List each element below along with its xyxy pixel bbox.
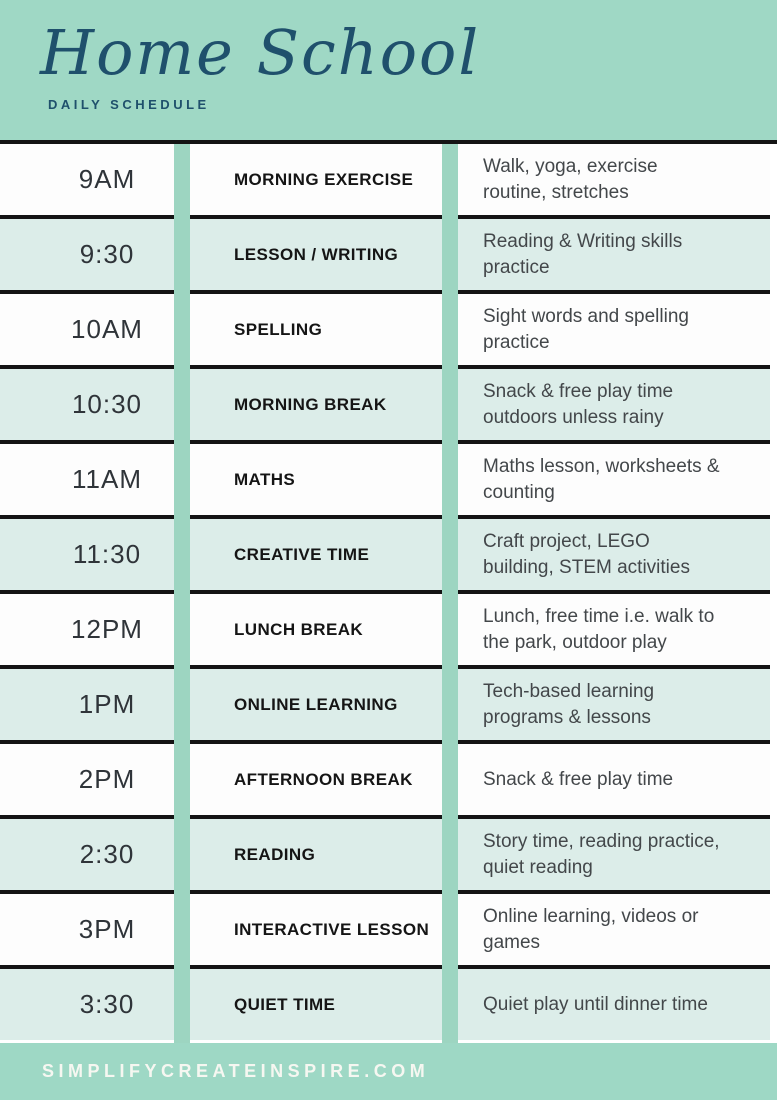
schedule-row <box>0 594 770 669</box>
activity-cell: READING <box>234 844 316 864</box>
accent-bar-left <box>174 144 190 1043</box>
description-cell: Quiet play until dinner time <box>483 993 708 1015</box>
schedule-row <box>0 819 770 894</box>
page-title: Home School <box>40 16 481 89</box>
schedule-row <box>0 669 770 744</box>
schedule-row <box>0 519 770 594</box>
time-cell: 11AM <box>72 464 142 494</box>
description-cell: Maths lesson, worksheets & counting <box>483 456 720 503</box>
time-cell: 3PM <box>78 914 136 944</box>
description-cell: Lunch, free time i.e. walk to the park, outdoor play <box>483 606 715 653</box>
time-cell: 10:30 <box>71 389 143 419</box>
footer <box>0 1043 777 1100</box>
time-cell: 11:30 <box>72 539 142 569</box>
time-cell: 10AM <box>71 314 143 344</box>
schedule-row <box>0 744 770 819</box>
activity-cell: SPELLING <box>234 319 323 339</box>
description-cell: Online learning, videos or games <box>483 906 699 953</box>
schedule-row <box>0 369 770 444</box>
schedule-row <box>0 894 770 969</box>
activity-cell: AFTERNOON BREAK <box>234 769 413 789</box>
time-cell: 12PM <box>71 614 143 644</box>
schedule-row <box>0 444 770 519</box>
schedule-table <box>0 144 777 1043</box>
website-text: SIMPLIFYCREATEINSPIRE.COM <box>42 1061 430 1081</box>
activity-cell: ONLINE LEARNING <box>234 694 398 714</box>
accent-bar-right <box>442 144 458 1043</box>
activity-cell: MORNING EXERCISE <box>234 169 414 189</box>
time-cell: 3:30 <box>79 989 135 1019</box>
activity-cell: LESSON / WRITING <box>234 244 399 264</box>
time-cell: 9AM <box>78 164 136 194</box>
time-cell: 2:30 <box>79 839 135 869</box>
description-cell: Walk, yoga, exercise routine, stretches <box>483 156 658 203</box>
time-cell: 2PM <box>78 764 136 794</box>
activity-cell: QUIET TIME <box>234 994 336 1014</box>
header <box>0 0 777 144</box>
schedule-rows-container <box>0 144 770 1040</box>
description-cell: Sight words and spelling practice <box>483 306 689 353</box>
schedule-row <box>0 144 770 219</box>
activity-cell: LUNCH BREAK <box>234 619 364 639</box>
description-cell: Tech-based learning programs & lessons <box>483 681 655 728</box>
time-cell: 9:30 <box>79 239 135 269</box>
description-cell: Craft project, LEGO building, STEM activities <box>483 531 690 578</box>
schedule-row <box>0 294 770 369</box>
page-subtitle: DAILY SCHEDULE <box>48 97 210 113</box>
activity-cell: CREATIVE TIME <box>234 544 370 564</box>
description-cell: Snack & free play time outdoors unless rainy <box>483 381 674 428</box>
schedule-row <box>0 219 770 294</box>
description-cell: Story time, reading practice, quiet reading <box>483 831 720 878</box>
description-cell: Snack & free play time <box>483 768 674 790</box>
activity-cell: INTERACTIVE LESSON <box>234 919 430 939</box>
activity-cell: MORNING BREAK <box>234 394 387 414</box>
description-cell: Reading & Writing skills practice <box>483 231 683 278</box>
time-cell: 1PM <box>78 689 136 719</box>
schedule-row <box>0 969 770 1040</box>
activity-cell: MATHS <box>234 469 296 489</box>
